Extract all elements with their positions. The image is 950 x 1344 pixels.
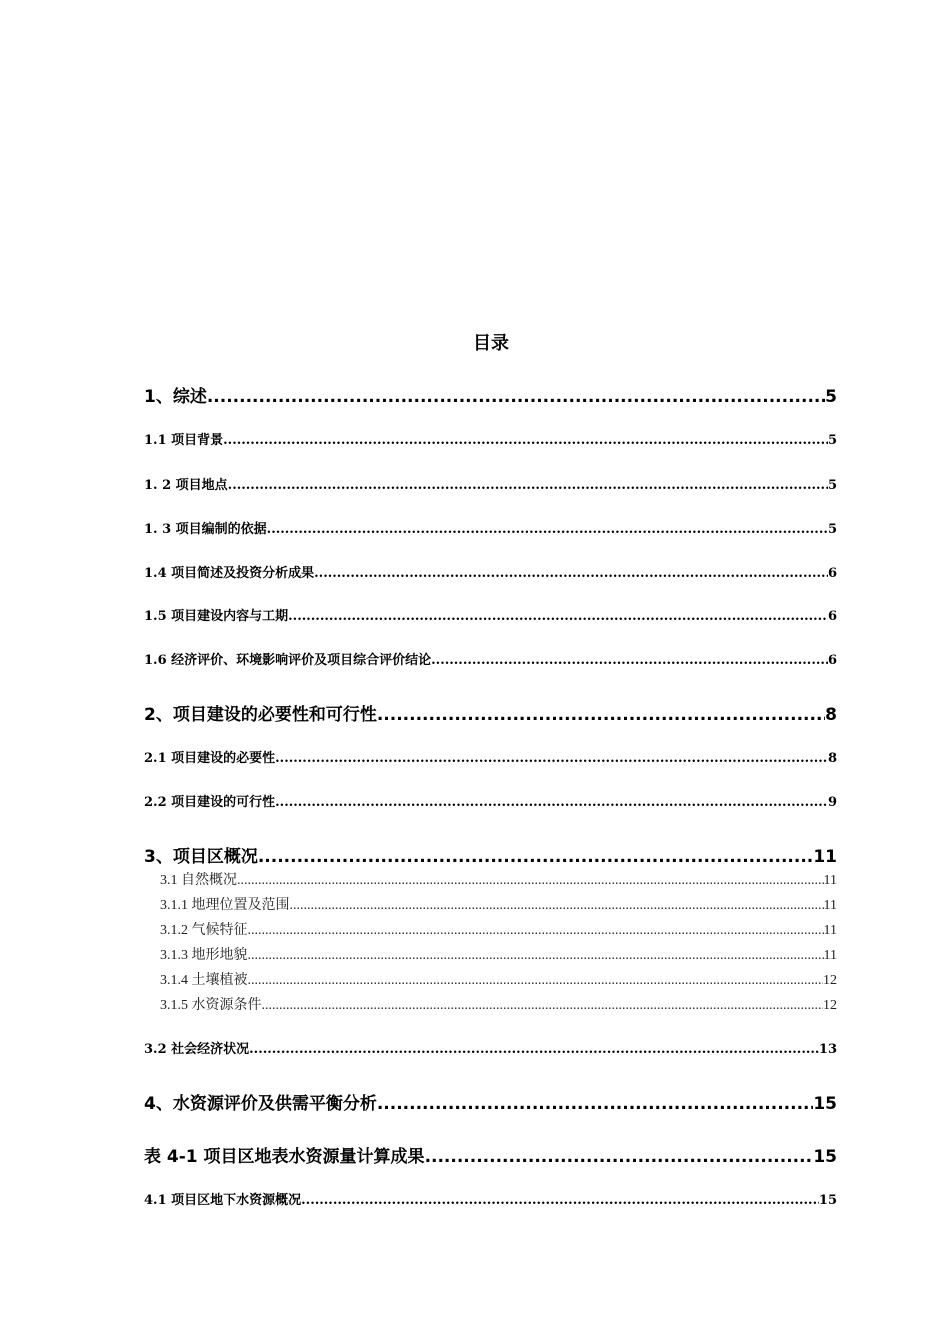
toc-entry-label: 3.1.1 地理位置及范围 <box>160 898 290 913</box>
toc-entry-label: 3、项目区概况 <box>144 847 258 867</box>
toc-entry-1-2[interactable] <box>144 477 837 495</box>
toc-entry-page: 15 <box>813 1147 837 1167</box>
toc-leader-dots <box>314 565 828 583</box>
toc-leader-dots <box>249 1041 819 1059</box>
toc-entry-3-2[interactable] <box>144 1041 837 1059</box>
toc-entry-page: 5 <box>827 522 837 537</box>
toc-leader-dots <box>248 947 824 965</box>
toc-leader-dots <box>258 845 813 869</box>
toc-entry-page: 11 <box>823 948 837 963</box>
toc-entry-2-2[interactable] <box>144 794 837 812</box>
toc-entry-page: 12 <box>823 998 837 1013</box>
toc-leader-dots <box>237 872 824 890</box>
toc-entry-page: 15 <box>813 1094 837 1114</box>
toc-leader-dots <box>248 922 824 940</box>
toc-entry-3-1-5[interactable] <box>160 997 837 1015</box>
toc-entry-3-1[interactable] <box>160 872 837 890</box>
toc-entry-3-1-4[interactable] <box>160 972 837 990</box>
toc-entry-1[interactable] <box>144 385 837 409</box>
toc-entry-page: 6 <box>827 609 837 624</box>
toc-title: 目录 <box>473 333 509 354</box>
toc-entry-page: 6 <box>827 653 837 668</box>
toc-entry-table-4-1[interactable] <box>144 1145 837 1169</box>
toc-entry-4-1[interactable] <box>144 1192 837 1210</box>
toc-entry-label: 3.1.4 土壤植被 <box>160 973 248 988</box>
toc-entry-label: 3.1 自然概况 <box>160 873 237 888</box>
toc-entry-page: 8 <box>827 751 837 766</box>
toc-entry-1-6[interactable] <box>144 652 837 670</box>
toc-entry-label: 3.2 社会经济状况 <box>144 1042 250 1057</box>
toc-leader-dots <box>267 521 828 539</box>
toc-entry-label: 1.5 项目建设内容与工期 <box>144 609 289 624</box>
toc-leader-dots <box>301 1192 819 1210</box>
toc-entry-label: 4.1 项目区地下水资源概况 <box>144 1193 302 1208</box>
toc-leader-dots <box>288 608 828 626</box>
toc-entry-page: 11 <box>823 923 837 938</box>
toc-entry-label: 3.1.5 水资源条件 <box>160 998 262 1013</box>
toc-entry-page: 5 <box>825 387 837 407</box>
toc-leader-dots <box>377 1092 814 1116</box>
toc-entry-3[interactable] <box>144 845 837 869</box>
toc-entry-4[interactable] <box>144 1092 837 1116</box>
toc-entry-3-1-2[interactable] <box>160 922 837 940</box>
toc-leader-dots <box>248 972 824 990</box>
toc-leader-dots <box>223 432 828 450</box>
toc-entry-label: 2.1 项目建设的必要性 <box>144 751 276 766</box>
toc-entry-3-1-3[interactable] <box>160 947 837 965</box>
toc-entry-label: 1.1 项目背景 <box>144 433 224 448</box>
toc-entry-label: 1.4 项目简述及投资分析成果 <box>144 566 315 581</box>
toc-entry-page: 11 <box>823 898 837 913</box>
toc-entry-page: 5 <box>827 478 837 493</box>
toc-entry-label: 4、水资源评价及供需平衡分析 <box>144 1094 377 1114</box>
toc-entry-3-1-1[interactable] <box>160 897 837 915</box>
toc-entry-label: 1.6 经济评价、环境影响评价及项目综合评价结论 <box>144 653 432 668</box>
toc-entry-page: 9 <box>827 795 837 810</box>
toc-leader-dots <box>377 703 825 727</box>
toc-leader-dots <box>425 1145 814 1169</box>
toc-entry-label: 2.2 项目建设的可行性 <box>144 795 276 810</box>
toc-entry-page: 13 <box>818 1042 837 1057</box>
toc-entry-label: 3.1.3 地形地貌 <box>160 948 248 963</box>
toc-entry-2-1[interactable] <box>144 750 837 768</box>
toc-entry-2[interactable] <box>144 703 837 727</box>
toc-entry-label: 2、项目建设的必要性和可行性 <box>144 705 377 725</box>
toc-leader-dots <box>275 794 828 812</box>
toc-entry-label: 1. 2 项目地点 <box>144 478 228 493</box>
toc-entry-page: 11 <box>813 847 837 867</box>
toc-leader-dots <box>290 897 824 915</box>
toc-entry-page: 11 <box>823 873 837 888</box>
toc-entry-page: 5 <box>827 433 837 448</box>
toc-entry-label: 1. 3 项目编制的依据 <box>144 522 267 537</box>
toc-entry-page: 15 <box>818 1193 837 1208</box>
toc-leader-dots <box>228 477 828 495</box>
toc-leader-dots <box>262 997 824 1015</box>
toc-leader-dots <box>275 750 828 768</box>
toc-entry-page: 12 <box>823 973 837 988</box>
toc-entry-label: 表 4-1 项目区地表水资源量计算成果 <box>144 1147 425 1167</box>
toc-leader-dots <box>207 385 825 409</box>
toc-entry-1-1[interactable] <box>144 432 837 450</box>
toc-entry-1-5[interactable] <box>144 608 837 626</box>
toc-entry-label: 3.1.2 气候特征 <box>160 923 248 938</box>
toc-entry-page: 6 <box>827 566 837 581</box>
toc-entry-page: 8 <box>825 705 837 725</box>
toc-entry-label: 1、综述 <box>144 387 207 407</box>
toc-leader-dots <box>431 652 828 670</box>
toc-entry-1-4[interactable] <box>144 565 837 583</box>
toc-entry-1-3[interactable] <box>144 521 837 539</box>
